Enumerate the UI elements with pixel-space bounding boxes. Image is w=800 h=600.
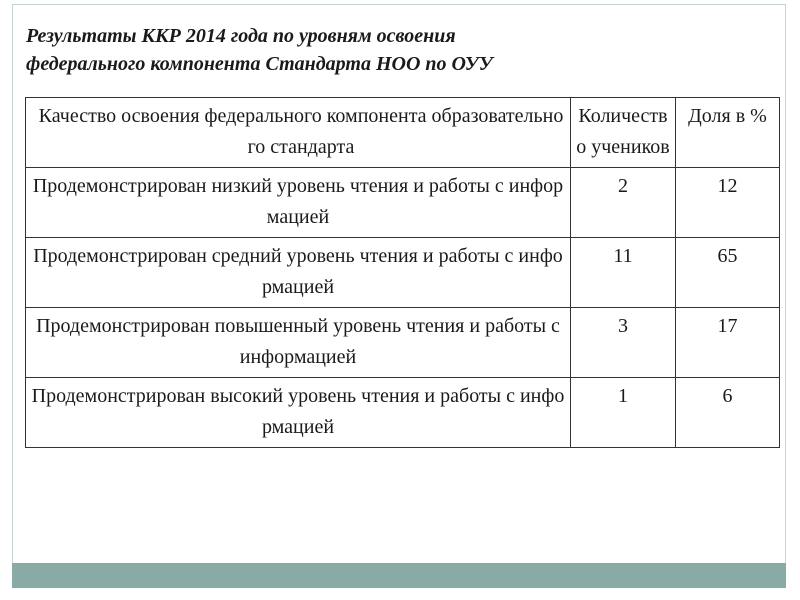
- level-cell: Продемонстрирован повышенный уровень чтения и работы с информацией: [26, 308, 571, 378]
- header-cell-share: Доля в %: [676, 98, 780, 168]
- results-table: [25, 97, 780, 448]
- table-row: [26, 308, 780, 378]
- page-title: [26, 22, 766, 78]
- level-cell: Продемонстрирован низкий уровень чтения и работы с информацией: [26, 168, 571, 238]
- bottom-decorative-band: [12, 563, 786, 588]
- table-row: [26, 168, 780, 238]
- table-row: [26, 238, 780, 308]
- count-cell: 11: [571, 238, 676, 308]
- level-cell: Продемонстрирован высокий уровень чтения и работы с информацией: [26, 378, 571, 448]
- level-cell: Продемонстрирован средний уровень чтения и работы с информацией: [26, 238, 571, 308]
- count-cell: 1: [571, 378, 676, 448]
- share-cell: 6: [676, 378, 780, 448]
- header-cell-count: Количество учеников: [571, 98, 676, 168]
- table-header-row: [26, 98, 780, 168]
- header-cell-quality: Качество освоения федерального компонента образовательного стандарта: [26, 98, 571, 168]
- share-cell: 12: [676, 168, 780, 238]
- title-line: федерального компонента Стандарта НОО по ОУУ: [26, 53, 493, 75]
- count-cell: 3: [571, 308, 676, 378]
- share-cell: 17: [676, 308, 780, 378]
- table-row: [26, 378, 780, 448]
- share-cell: 65: [676, 238, 780, 308]
- count-cell: 2: [571, 168, 676, 238]
- title-line: Результаты ККР 2014 года по уровням освоения: [26, 25, 456, 47]
